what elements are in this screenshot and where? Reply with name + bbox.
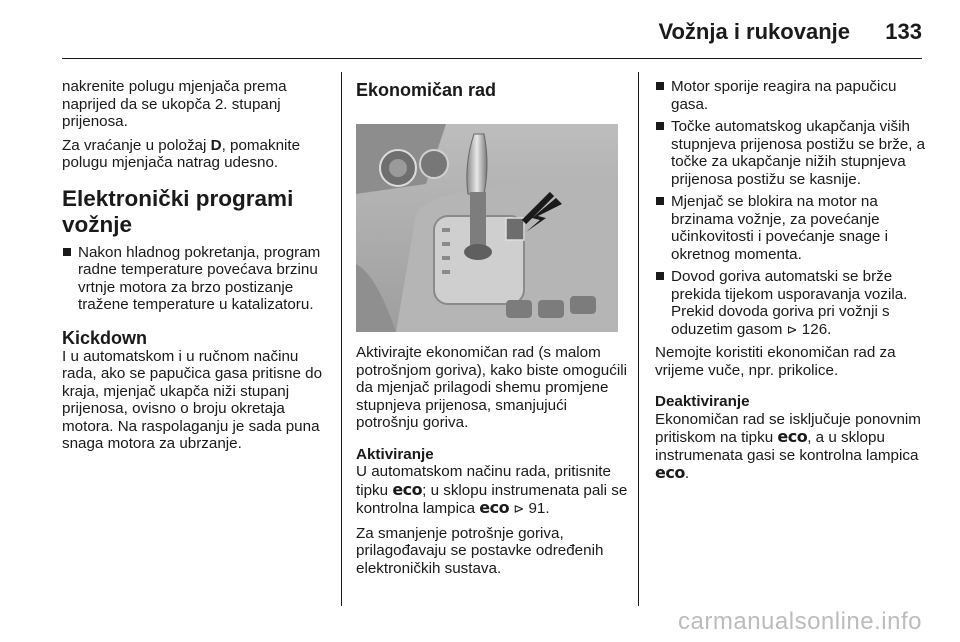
- list-item: [655, 193, 929, 263]
- eco-button-icon: eco: [392, 479, 423, 499]
- page-header: [640, 16, 922, 52]
- page-reference-arrow-icon: ⊳: [786, 322, 798, 338]
- text-fragment: Za vraćanje u položaj: [62, 136, 211, 154]
- column-left: [62, 78, 334, 459]
- list-item-text: Točke automatskog ukapčanja viših stupnjeva prijenosa postižu se brže, a točke za ukapčanje nižih stupnjeva prijenosa postižu se kasnije.: [671, 118, 926, 188]
- column-divider-1: [341, 72, 342, 606]
- text-fragment: , a u sklopu instrumenata gasi se kontrolna lampica: [655, 429, 919, 464]
- header-divider: [62, 58, 922, 59]
- gear-d-label: D: [210, 136, 222, 154]
- heading-electronic-programs: Elektronički programi vožnje: [62, 185, 294, 237]
- eco-lamp-icon: eco: [655, 463, 685, 482]
- list-item: [62, 244, 334, 314]
- list-item-text: Nakon hladnog pokretanja, program radne temperature povećava brzinu vrtnje motora za brzo postizanje tražene temperature u katalizatoru.: [78, 243, 321, 313]
- column-right: [655, 78, 929, 489]
- heading-kickdown: Kickdown: [62, 327, 148, 348]
- economy-effects-list: [655, 78, 929, 339]
- page-number: 133: [885, 19, 922, 44]
- heading-deactivation: Deaktiviranje: [655, 393, 750, 410]
- bullet-icon: [656, 82, 664, 90]
- paragraph-deactivation: [655, 411, 929, 483]
- text-fragment: ; u sklopu instrumenata pali se kontrolna lampica: [356, 481, 628, 517]
- column-divider-2: [638, 72, 639, 606]
- bullet-icon: [656, 197, 664, 205]
- chapter-title: Vožnja i rukovanje: [658, 19, 850, 44]
- paragraph-return-d: [62, 137, 334, 172]
- page-reference[interactable]: 91.: [528, 500, 550, 517]
- list-item: [655, 78, 929, 113]
- heading-economy-mode: Ekonomičan rad: [356, 80, 497, 100]
- list-item-text: Motor sporije reagira na papučicu gasa.: [671, 78, 897, 113]
- text-fragment: , pomaknite polugu mjenjača natrag udesno.: [62, 136, 301, 171]
- heading-activation: Aktiviranje: [356, 445, 434, 463]
- eco-button-icon: eco: [777, 427, 808, 446]
- paragraph-trailer-warning: Nemojte koristiti ekonomičan rad za vrijeme vuče, npr. prikolice.: [655, 344, 896, 379]
- text-fragment: Ekonomičan rad se isključuje ponovnim pritiskom na tipku: [655, 410, 921, 446]
- paragraph-activation: [356, 463, 628, 519]
- gear-selector-illustration: [356, 124, 618, 332]
- paragraph-settings: Za smanjenje potrošnje goriva, prilagođavaju se postavke određenih elektroničkih sustava.: [356, 524, 604, 577]
- list-item: [655, 268, 929, 339]
- paragraph-economy-intro: Aktivirajte ekonomičan rad (s malom potrošnjom goriva), kako biste omogućili da mjenjač prilagodi shemu promjene stupnjeva prijenosa, smanjujući potrošnju goriva.: [356, 344, 627, 431]
- page-reference[interactable]: 126.: [801, 320, 832, 338]
- text-fragment: .: [684, 465, 690, 482]
- column-middle: [356, 78, 628, 583]
- programs-list: [62, 244, 334, 314]
- page-reference-arrow-icon: ⊳: [513, 502, 525, 517]
- list-item-text: Dovod goriva automatski se brže prekida tijekom usporavanja vozila. Prekid dovoda goriva pri vožnji s oduzetim gasom: [671, 268, 908, 338]
- eco-lamp-icon: eco: [479, 498, 510, 517]
- text-fragment: U automatskom načinu rada, pritisnite tipku: [356, 463, 611, 499]
- list-item: [655, 118, 929, 188]
- watermark: carmanualsonline.info: [678, 608, 922, 635]
- list-item-text: Mjenjač se blokira na motor na brzinama vožnje, za povećanje učinkovitosti i povećanje snage i okretnog momenta.: [671, 193, 888, 263]
- paragraph-kickdown: I u automatskom i u ručnom načinu rada, ako se papučica gasa pritisne do kraja, mjenjač ukapča niži stupanj prijenosa, ovisno o broju okretaja motora. Na raspolaganju je sada puna snaga motora za ubrzanje.: [62, 347, 323, 452]
- gear-lever-photo-icon: [356, 124, 618, 332]
- paragraph-shift-forward: nakrenite polugu mjenjača prema naprijed da se ukopča 2. stupanj prijenosa.: [62, 78, 287, 130]
- bullet-icon: [63, 248, 71, 256]
- bullet-icon: [656, 122, 664, 130]
- bullet-icon: [656, 272, 664, 280]
